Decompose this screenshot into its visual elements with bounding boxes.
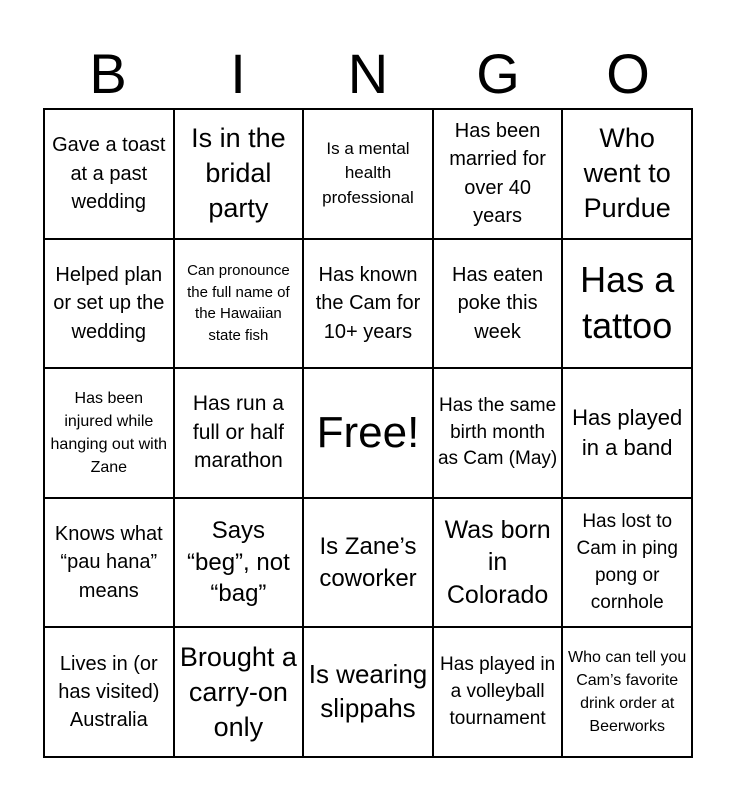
bingo-cell[interactable] [174,368,304,498]
cell-text: Who went to Purdue [583,123,671,224]
bingo-cell[interactable] [562,368,692,498]
bingo-cell[interactable] [562,239,692,369]
bingo-cell[interactable] [174,627,304,757]
bingo-cell[interactable] [562,498,692,628]
bingo-cell[interactable] [303,627,433,757]
bingo-cell[interactable] [174,239,304,369]
cell-text: Helped plan or set up the wedding [53,263,165,343]
bingo-cell[interactable] [303,109,433,239]
bingo-cell[interactable] [174,109,304,239]
cell-text: Has the same birth month as Cam (May) [437,394,558,470]
cell-text: Lives in (or has visited) Australia [58,652,160,732]
bingo-cell[interactable] [174,498,304,628]
bingo-cell[interactable] [303,239,433,369]
header-letter-i: I [230,42,246,105]
cell-text: Has eaten poke this week [452,263,544,343]
cell-text: Is in the bridal party [191,123,286,224]
cell-text: Has been married for over 40 years [449,120,546,228]
cell-text: Has played in a volleyball tournament [440,653,556,729]
bingo-cell[interactable] [433,627,563,757]
header-letter-n: N [347,42,389,105]
cell-text: Has run a full or half marathon [192,391,284,473]
bingo-cell[interactable] [433,109,563,239]
cell-text: Free! [316,407,420,457]
cell-text: Can pronounce the full name of the Hawaiian state fish [187,261,290,345]
bingo-cell[interactable] [433,368,563,498]
cell-text: Is wearing slippahs [308,659,428,724]
free-space[interactable] [303,368,433,498]
bingo-cell[interactable] [44,368,174,498]
cell-text: Gave a toast at a past wedding [52,134,166,213]
bingo-cell[interactable] [44,627,174,757]
cell-text: Is Zane’s coworker [319,532,417,592]
bingo-cell[interactable] [433,498,563,628]
cell-text: Has a tattoo [580,258,675,347]
bingo-cell[interactable] [44,109,174,239]
header-letter-b: B [89,42,127,105]
cell-text: Has played in a band [572,405,683,460]
bingo-cell[interactable] [44,239,174,369]
cell-text: Knows what “pau hana” means [54,523,163,602]
cell-text: Has known the Cam for 10+ years [315,263,421,343]
cell-text: Brought a carry-on only [179,641,297,742]
bingo-cell[interactable] [303,498,433,628]
cell-text: Is a mental health professional [322,138,414,208]
cell-text: Says “beg”, not “bag” [187,517,290,608]
bingo-cell[interactable] [433,239,563,369]
header-letter-o: O [606,42,650,105]
cell-text: Who can tell you Cam’s favorite drink order at Beerworks [568,648,687,736]
cell-text: Was born in Colorado [444,515,551,609]
bingo-cell[interactable] [562,109,692,239]
bingo-grid [43,108,693,758]
bingo-cell[interactable] [44,498,174,628]
bingo-cell[interactable] [562,627,692,757]
bingo-header [43,40,693,108]
header-letter-g: G [476,42,520,105]
cell-text: Has lost to Cam in ping pong or cornhole [576,510,678,613]
cell-text: Has been injured while hanging out with Zane [50,389,168,477]
